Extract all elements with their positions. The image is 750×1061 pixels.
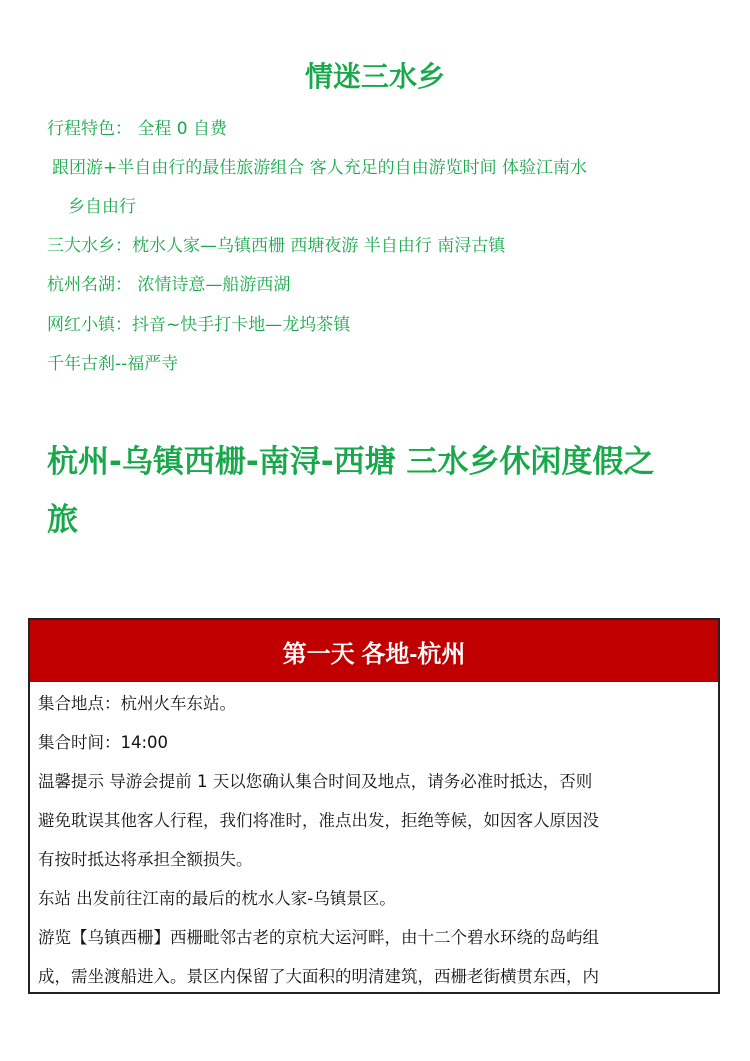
day1-line: 东站 出发前往江南的最后的枕水人家-乌镇景区。 bbox=[38, 889, 396, 908]
day1-line: 成，需坐渡船进入。景区内保留了大面积的明清建筑，西栅老街横贯东西，内 bbox=[38, 967, 599, 986]
day1-line: 避免耽误其他客人行程，我们将准时，准点出发，拒绝等候，如因客人原因没 bbox=[38, 811, 599, 830]
feature-line: 乡自由行 bbox=[68, 197, 136, 217]
feature-line: 千年古刹--福严寺 bbox=[47, 354, 179, 374]
day1-line: 集合时间：14:00 bbox=[38, 733, 169, 752]
route-title: 杭州-乌镇西栅-南浔-西塘 三水乡休闲度假之 bbox=[47, 444, 655, 480]
route-title-cont: 旅 bbox=[47, 502, 78, 538]
day1-line: 集合地点：杭州火车东站。 bbox=[38, 694, 236, 713]
feature-line: 三大水乡：枕水人家—乌镇西栅 西塘夜游 半自由行 南浔古镇 bbox=[47, 236, 506, 256]
feature-line: 行程特色： 全程 0 自费 bbox=[47, 119, 228, 139]
day1-line: 游览【乌镇西栅】西栅毗邻古老的京杭大运河畔，由十二个碧水环绕的岛屿组 bbox=[38, 928, 599, 947]
day1-header: 第一天 各地-杭州 bbox=[30, 620, 718, 682]
page-title: 情迷三水乡 bbox=[304, 60, 445, 93]
day1-section bbox=[28, 618, 720, 994]
feature-line: 跟团游+半自由行的最佳旅游组合 客人充足的自由游览时间 体验江南水 bbox=[52, 158, 588, 178]
day1-line: 温馨提示 导游会提前 1 天以您确认集合时间及地点，请务必准时抵达，否则 bbox=[38, 772, 593, 791]
day1-line: 有按时抵达将承担全额损失。 bbox=[38, 850, 253, 869]
feature-line: 杭州名湖： 浓情诗意—船游西湖 bbox=[47, 275, 291, 295]
feature-line: 网红小镇：抖音~快手打卡地—龙坞茶镇 bbox=[47, 315, 351, 335]
